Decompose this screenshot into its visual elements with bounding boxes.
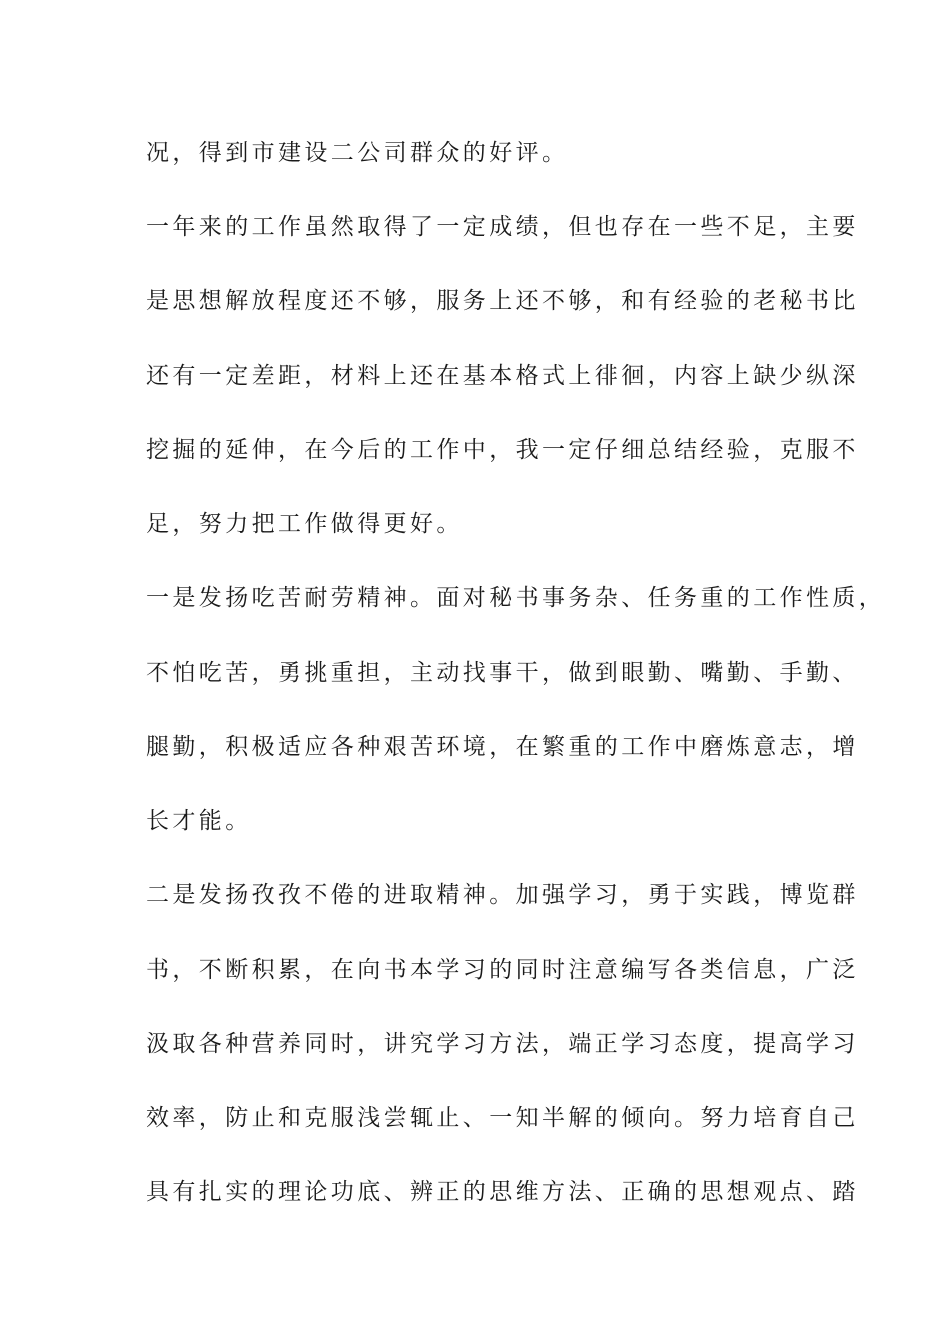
text-line: 书，不断积累，在向书本学习的同时注意编写各类信息，广泛: [146, 957, 859, 983]
text-line: 长才能。: [146, 808, 252, 834]
text-line: 腿勤，积极适应各种艰苦环境，在繁重的工作中磨炼意志，增: [146, 734, 859, 760]
text-line: 不怕吃苦，勇挑重担，主动找事干，做到眼勤、嘴勤、手勤、: [146, 660, 859, 686]
text-line: 效率，防止和克服浅尝辄止、一知半解的倾向。努力培育自己: [146, 1105, 859, 1131]
text-line: 是思想解放程度还不够，服务上还不够，和有经验的老秘书比: [146, 288, 859, 314]
text-line: 况，得到市建设二公司群众的好评。: [146, 140, 569, 166]
text-line: 足，努力把工作做得更好。: [146, 511, 463, 537]
text-line: 二是发扬孜孜不倦的进取精神。加强学习，勇于实践，博览群: [146, 882, 859, 908]
text-line: 一是发扬吃苦耐劳精神。面对秘书事务杂、任务重的工作性质，: [146, 585, 886, 611]
text-line: 一年来的工作虽然取得了一定成绩，但也存在一些不足，主要: [146, 214, 859, 240]
text-line: 还有一定差距，材料上还在基本格式上徘徊，内容上缺少纵深: [146, 363, 859, 389]
text-line: 挖掘的延伸，在今后的工作中，我一定仔细总结经验，克服不: [146, 437, 859, 463]
text-line: 汲取各种营养同时，讲究学习方法，端正学习态度，提高学习: [146, 1031, 859, 1057]
text-line: 具有扎实的理论功底、辨正的思维方法、正确的思想观点、踏: [146, 1179, 859, 1205]
